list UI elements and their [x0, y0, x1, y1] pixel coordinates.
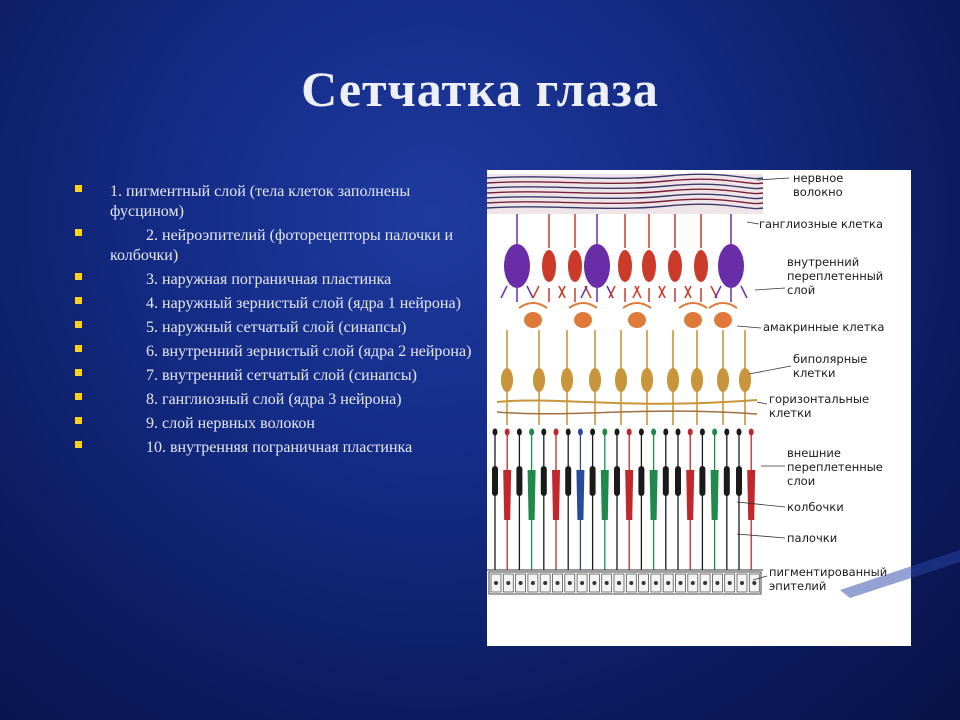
bullet-icon [75, 321, 82, 328]
label-pigment-epithelium: пигментированный эпителий [769, 565, 888, 593]
label-inner-plexiform: внутренний переплетенный слой [787, 255, 884, 297]
layer-text: 8. ганглиозный слой (ядра 3 нейрона) [146, 391, 402, 408]
leader-line [747, 222, 759, 224]
list-item [72, 414, 482, 434]
list-item [72, 270, 482, 290]
leader-line [737, 502, 785, 507]
label-cones: колбочки [787, 500, 844, 514]
list-item [72, 294, 482, 314]
label-rods: палочки [787, 531, 838, 545]
bullet-icon [75, 441, 82, 448]
leader-line [749, 366, 791, 374]
leader-line [753, 576, 767, 580]
leader-line [737, 326, 761, 328]
list-item [72, 342, 482, 362]
label-outer-plexiform: внешние переплетенные слои [787, 446, 883, 488]
list-item [72, 390, 482, 410]
label-horizontal: горизонтальные клетки [769, 392, 870, 420]
label-nerve-fiber: нервное волокно [793, 171, 844, 199]
bullet-icon [75, 417, 82, 424]
label-bipolar: биполярные клетки [793, 352, 868, 380]
list-item [72, 226, 482, 266]
list-item [72, 182, 482, 222]
layer-text: 9. слой нервных волокон [146, 415, 315, 432]
list-item [72, 438, 482, 458]
layer-text: 1. пигментный слой (тела клеток заполнены фусцином) [110, 183, 411, 220]
bullet-icon [75, 273, 82, 280]
leader-line [737, 534, 785, 538]
layer-list [72, 182, 482, 462]
label-amacrine: амакринные клетка [763, 320, 885, 334]
leader-line [757, 402, 767, 404]
bullet-icon [75, 369, 82, 376]
bullet-icon [75, 345, 82, 352]
layer-text: 5. наружный сетчатый слой (синапсы) [146, 319, 407, 336]
leader-line [757, 178, 789, 180]
bullet-icon [75, 393, 82, 400]
layer-text: 10. внутренняя пограничная пластинка [146, 439, 413, 456]
slide-title: Сетчатка глаза [301, 61, 659, 117]
decorative-stroke [840, 540, 960, 600]
bullet-icon [75, 185, 82, 192]
layer-text: 7. внутренний сетчатый слой (синапсы) [146, 367, 417, 384]
list-item [72, 366, 482, 386]
leader-line [755, 288, 785, 290]
label-ganglion-cells: ганглиозные клетка [759, 217, 884, 231]
layer-text: 6. внутренний зернистый слой (ядра 2 нейрона) [146, 343, 472, 360]
bullet-icon [75, 297, 82, 304]
bullet-icon [75, 229, 82, 236]
layer-text: 3. наружная пограничная пластинка [146, 271, 392, 288]
layer-text: 4. наружный зернистый слой (ядра 1 нейрона) [146, 295, 461, 312]
list-item [72, 318, 482, 338]
layer-text: 2. нейроэпителий (фоторецепторы палочки и колбочки) [110, 227, 454, 264]
